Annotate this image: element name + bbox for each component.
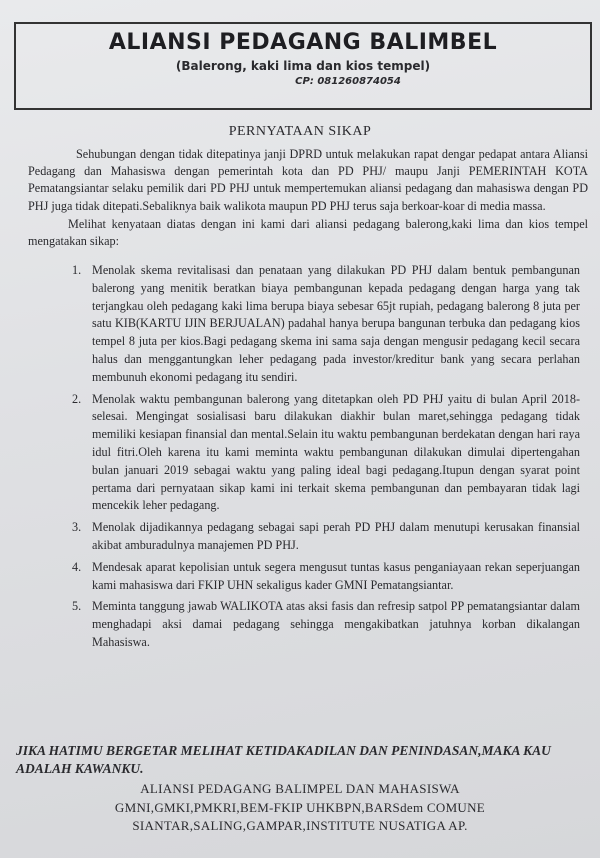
demand-text: Menolak skema revitalisasi dan penataan yang dilakukan PD PHJ dalam bentuk pembangunan balerong yang menitik beratkan biaya pembangunan kepada pedagang dengan harga yang tak terjangkau oleh pedagang kaki lima berupa biaya sebesar 65jt rupiah, pedagang balerong 8 juta per satu KIB(KARTU IJIN BERJUALAN) padahal hanya berupa bangunan terbuka dan pedagang kios tempel 8 juta per kios.Bagi pedagang skema ini sama saja dengan mengusir pedagang kecil secara halus dan menggantungkan leher pedagang pada investor/kreditur bank yang secara perlahan membunuh ekonomi pedagang itu sendiri. bbox=[92, 263, 580, 384]
intro-paragraph-2: Melihat kenyataan diatas dengan ini kami dari aliansi pedagang balerong,kaki lima dan kios tempel mengatakan sikap: bbox=[28, 216, 588, 249]
demand-number: 4. bbox=[72, 559, 82, 574]
contact-phone: CP: 081260874054 bbox=[295, 76, 401, 87]
slogan: JIKA HATIMU BERGETAR MELIHAT KETIDAKADILAN DAN PENINDASAN,MAKA KAU ADALAH KAWANKU. bbox=[16, 743, 551, 776]
demand-item bbox=[72, 598, 580, 651]
demand-item bbox=[72, 391, 580, 516]
intro-paragraph-1: Sehubungan dengan tidak ditepatinya janji DPRD untuk melakukan rapat dengar pedapat antara Aliansi Pedagang dan Mahasiswa dengan pemerintah kota dan PD PHJ/ maupu Janji PEMERINTAH KOTA Pematangsiantar selaku pemilik dari PD PHJ untuk mempertemukan aliansi pedagang dan mahasiswa dengan PD PHJ juga tidak ditepati.Sebaliknya baik walikota maupun PD PHJ terus saja berkoar-koar di media massa. bbox=[28, 147, 588, 213]
demand-item bbox=[72, 262, 580, 387]
demand-number: 1. bbox=[72, 263, 82, 277]
demand-text: Menolak dijadikannya pedagang sebagai sapi perah PD PHJ dalam menutupi kerusakan finansial akibat amburadulnya manajemen PD PHJ. bbox=[92, 520, 580, 552]
intro-section bbox=[28, 146, 588, 250]
demand-text: Meminta tanggung jawab WALIKOTA atas aksi fasis dan refresip satpol PP pematangsiantar dalam menghadapi aksi damai pedagang sehingga mengakibatkan jatuhnya korban dikalangan Mahasiswa. bbox=[92, 599, 580, 649]
organization-subtitle: (Balerong, kaki lima dan kios tempel) bbox=[175, 59, 431, 73]
signature-block bbox=[0, 780, 600, 836]
statement-title: PERNYATAAN SIKAP bbox=[228, 124, 372, 139]
signature-line-1: ALIANSI PEDAGANG BALIMPEL DAN MAHASISWA bbox=[140, 781, 460, 796]
signature-line-3: SIANTAR,SALING,GAMPAR,INSTITUTE NUSATIGA AP. bbox=[132, 818, 468, 833]
demand-item bbox=[72, 559, 580, 595]
demand-number: 5. bbox=[72, 599, 82, 614]
demand-text: Mendesak aparat kepolisian untuk segera mengusut tuntas kasus penganiayaan rekan seperjuangan kami mahasiswa dari FKIP UHN sekaligus kader GMNI Pematangsiantar. bbox=[92, 559, 580, 592]
header-box bbox=[14, 22, 592, 110]
demand-item bbox=[72, 519, 580, 555]
organization-title: ALIANSI PEDAGANG BALIMBEL bbox=[108, 30, 498, 55]
demands-list bbox=[72, 262, 580, 656]
demand-text: Menolak waktu pembangunan balerong yang ditetapkan oleh PD PHJ yaitu di bulan April 2018-selesai. Mengingat sosialisasi baru dilakukan diakhir bulan maret,sehingga pedagang tidak memiliki kesiapan finansial dan mental.Selain itu waktu pembangunan berdekatan dengan hari raya idul fitri.Oleh karena itu kami meminta waktu pembangunan dilakukan dimulai dipertengahan bulan januari 2019 sebagai waktu yang paling ideal bagi pedagang.Itupun dengan syarat point pertama dari pernyataan sikap kami ini terkait skema pembangunan dan pembayaran tidak lagi mencekik leher pedagang. bbox=[92, 391, 580, 513]
demand-number: 3. bbox=[72, 520, 82, 535]
demand-number: 2. bbox=[72, 391, 82, 406]
signature-line-2: GMNI,GMKI,PMKRI,BEM-FKIP UHKBPN,BARSdem COMUNE bbox=[114, 799, 486, 815]
